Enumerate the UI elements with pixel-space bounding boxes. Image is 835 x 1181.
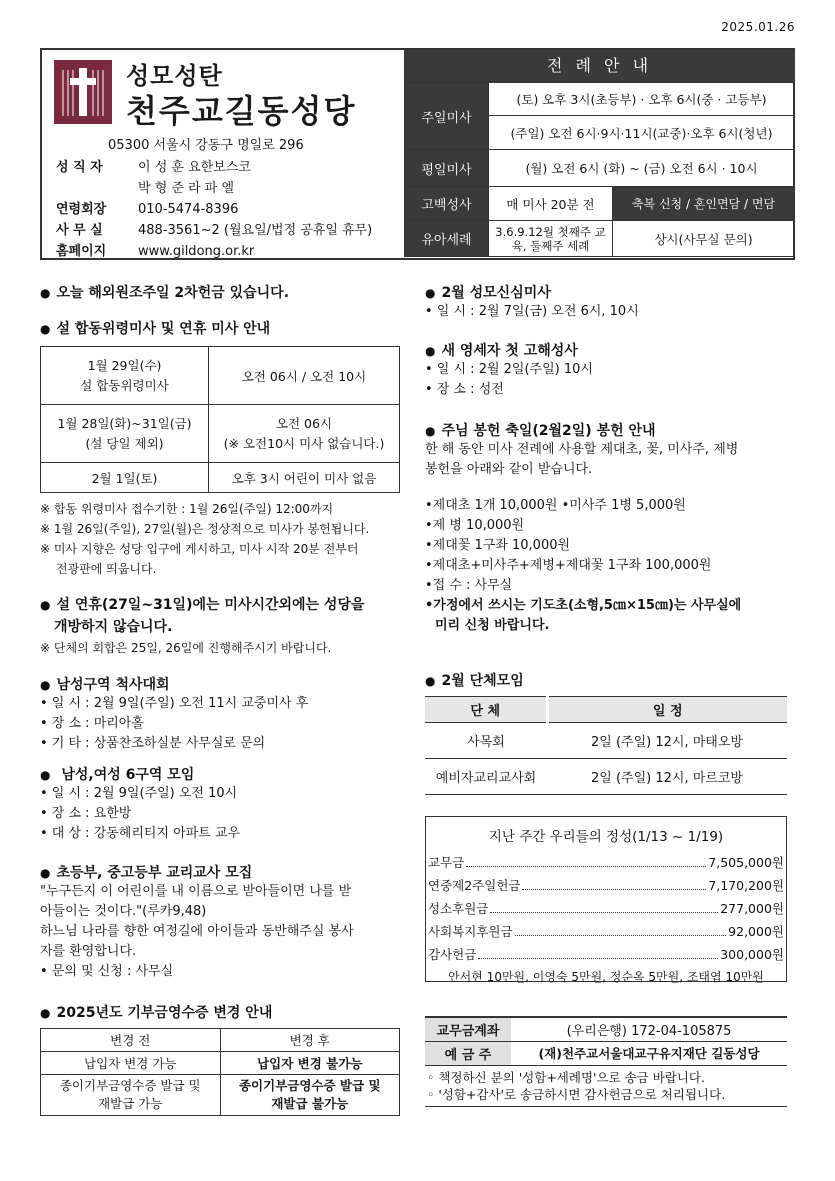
infant-baptism-label: 유아세례	[405, 221, 489, 257]
note-line: ※ 합동 위령미사 접수기한 : 1월 26일(주일) 12:00까지	[40, 502, 334, 516]
notice-teacher-recruit	[40, 862, 354, 982]
detail-line: • 일 시 : 2월 2일(주일) 10시	[425, 362, 593, 377]
offering-label: 교무금	[428, 855, 465, 870]
cell-text: 설 합동위령미사	[80, 377, 169, 393]
parish-logo	[54, 60, 112, 124]
notice-title: ● 남성구역 척사대회	[40, 674, 308, 694]
notice-title: ● 2월 단체모임	[425, 670, 787, 690]
note-line: ※ 1월 26일(주일), 27일(월)은 정상적으로 미사가 봉헌됩니다.	[40, 522, 370, 536]
detail-line: 아들이는 것이다."(루카9,48)	[40, 904, 207, 919]
president-phone: 010-5474-8396	[138, 202, 239, 217]
blessing-label: 축복 신청 / 혼인면담 / 면담	[613, 187, 795, 221]
offering-title: 지난 주간 우리들의 정성(1/13 ~ 1/19)	[488, 829, 724, 845]
notice-title: ● 2월 성모신심미사	[425, 282, 639, 302]
cell-text: 재발급 불가능	[271, 1096, 349, 1111]
note-line: ※ 미사 지향은 성당 입구에 게시하고, 미사 시작 20분 전부터	[40, 542, 359, 556]
account-label: 교무금계좌	[425, 1017, 511, 1041]
counsel-schedule: 상시(사무실 문의)	[613, 221, 795, 257]
confession-label: 고백성사	[405, 187, 489, 221]
notice-title: ● 초등부, 중고등부 교리교사 모집	[40, 862, 354, 882]
account-info	[425, 1016, 787, 1107]
cell-text: (설 당일 제외)	[85, 435, 164, 451]
table-cell: 오전 06시 / 오전 10시	[209, 347, 400, 405]
table-cell	[41, 347, 209, 405]
parish-address: 05300 서울시 강동구 명일로 296	[108, 138, 304, 153]
offering-item: •제대꽃 1구좌 10,000원	[425, 538, 571, 553]
detail-line: • 문의 및 신청 : 사무실	[40, 964, 174, 979]
holder-name: (재)천주교서울대교구유지재단 길동성당	[511, 1041, 787, 1065]
table-cell	[220, 1075, 400, 1116]
offering-row	[428, 897, 784, 920]
parish-subtitle: 성모성탄	[126, 62, 223, 90]
table-cell: 2월 1일(토)	[41, 463, 209, 493]
offering-row	[428, 920, 784, 943]
notice-receipt-change	[40, 1002, 400, 1116]
detail-line: • 일 시 : 2월 7일(금) 오전 6시, 10시	[425, 304, 639, 319]
offering-item: •제대초 1개 10,000원 •미사주 1병 5,000원	[425, 498, 686, 513]
notice-overseas-aid	[40, 282, 289, 302]
detail-line: 하느님 나라를 향한 여정길에 아이들과 동반해주실 봉사	[40, 924, 354, 939]
detail-line: 봉헌을 아래와 같이 받습니다.	[425, 462, 593, 477]
notice-title: ● 주님 봉헌 축일(2월2일) 봉헌 안내	[425, 420, 795, 440]
liturgy-table	[404, 82, 795, 257]
notice-title: ● 2025년도 기부금영수증 변경 안내	[40, 1002, 400, 1022]
notice-new-year-mass	[40, 318, 400, 579]
sunday-mass-label: 주일미사	[405, 83, 489, 150]
group-meetings-table	[425, 696, 787, 795]
notice-marian-mass	[425, 282, 639, 322]
group-name: 사목회	[425, 723, 547, 759]
table-header: 변경 전	[41, 1029, 221, 1052]
cross-logo-icon	[58, 64, 108, 120]
bulletin-date: 2025.01.26	[721, 20, 795, 34]
notice-title: ● 남성,여성 6구역 모임	[40, 764, 240, 784]
offering-label: 연중제2주일헌금	[428, 878, 521, 893]
notice-title: ● 새 영세자 첫 고해성사	[425, 340, 593, 360]
infant-baptism-schedule: 3.6.9.12월 첫째주 교육, 둘째주 세례	[489, 221, 613, 257]
clergy-2: 박 형 준 라 파 엘	[138, 181, 235, 196]
account-table	[425, 1016, 787, 1066]
offering-item: 미리 신청 바랍니다.	[435, 618, 550, 633]
group-schedule: 2일 (주일) 12시, 마태오방	[547, 723, 787, 759]
weekday-mass-time: (월) 오전 6시 (화) ~ (금) 오전 6시 · 10시	[489, 150, 795, 187]
president-row	[56, 198, 238, 217]
offering-row	[428, 874, 784, 897]
offering-label: 사회복지후원금	[428, 924, 513, 939]
cell-text: 오전 06시	[275, 415, 333, 431]
notice-holiday-closing	[40, 594, 365, 658]
homepage-row	[56, 240, 254, 259]
offering-label: 성소후원금	[428, 901, 489, 916]
offering-label: 감사헌금	[428, 947, 477, 962]
offering-item: •접 수 : 사무실	[425, 578, 513, 593]
clergy-1: 이 성 훈 요한보스코	[138, 160, 251, 175]
group-schedule: 2일 (주일) 12시, 마르코방	[547, 759, 787, 795]
offering-amount: 92,000원	[728, 924, 784, 939]
detail-line: 한 해 동안 미사 전례에 사용할 제대초, 꽃, 미사주, 제병	[425, 442, 739, 457]
note-line: 전광판에 띄웁니다.	[56, 562, 157, 576]
sunday-mass-sat: (토) 오후 3시(초등부) · 오후 6시(중 · 고등부)	[489, 83, 795, 116]
weekday-mass-label: 평일미사	[405, 150, 489, 187]
notice-title: ● 설 합동위령미사 및 연휴 미사 안내	[40, 318, 400, 338]
office-row	[56, 219, 372, 238]
cell-text: 1월 28일(화)~31일(금)	[57, 415, 192, 431]
table-header: 일 정	[547, 697, 787, 723]
notice-presentation-offering	[425, 420, 795, 636]
sunday-mass-sun: (주일) 오전 6시·9시·11시(교중)·오후 6시(청년)	[489, 116, 795, 150]
cell-text: 재발급 가능	[98, 1096, 163, 1111]
notice-title-cont: 개방하지 않습니다.	[54, 619, 173, 635]
table-cell: 오후 3시 어린이 미사 없음	[209, 463, 400, 493]
bulletin-header	[40, 48, 795, 260]
table-cell	[209, 405, 400, 463]
detail-line: • 일 시 : 2월 9일(주일) 오전 10시	[40, 786, 238, 801]
offering-amount: 277,000원	[720, 901, 784, 916]
liturgy-guide	[404, 50, 795, 258]
group-name: 예비자교리교사회	[425, 759, 547, 795]
offering-row	[428, 943, 784, 966]
cell-text: 종이기부금영수증 발급 및	[59, 1078, 201, 1093]
notice-first-confession	[425, 340, 593, 400]
offering-amount: 300,000원	[720, 947, 784, 962]
table-cell: 납입자 변경 가능	[41, 1052, 221, 1075]
new-year-mass-table	[40, 346, 400, 493]
notice-men-yut-contest	[40, 674, 308, 754]
notice-title: ● 오늘 해외원조주일 2차헌금 있습니다.	[40, 282, 289, 302]
account-number: (우리은행) 172-04-105875	[511, 1017, 787, 1041]
office-phone: 488-3561~2 (월요일/법정 공휴일 휴무)	[138, 223, 373, 238]
note-line: ※ 단체의 회합은 25일, 26일에 진행해주시기 바랍니다.	[40, 641, 332, 655]
offering-item: •제대초+미사주+제병+제대꽃 1구좌 100,000원	[425, 558, 712, 573]
offering-amount: 7,170,200원	[708, 878, 784, 893]
parish-name: 천주교길동성당	[126, 92, 357, 130]
offering-item: •제 병 10,000원	[425, 518, 525, 533]
notice-group-meetings	[425, 670, 787, 795]
cell-text: 1월 29일(수)	[87, 357, 162, 373]
homepage-link[interactable]: www.gildong.or.kr	[138, 244, 255, 259]
clergy-label: 성 직 자	[56, 160, 103, 175]
table-cell	[41, 405, 209, 463]
offering-item: •가정에서 쓰시는 기도초(소형,5㎝×15㎝)는 사무실에	[425, 598, 742, 613]
table-header: 단 체	[425, 697, 547, 723]
cell-text: (※ 오전10시 미사 없습니다.)	[223, 435, 385, 451]
detail-line: • 기 타 : 상품찬조하실분 사무실로 문의	[40, 736, 266, 751]
liturgy-title: 전 례 안 내	[404, 50, 795, 82]
president-label: 연령회장	[56, 202, 107, 217]
weekly-offering-box	[425, 816, 787, 982]
thanks-donors: 안서현 10만원, 이영숙 5만원, 정순옥 5만원, 조태엽 10만원	[448, 970, 764, 984]
receipt-change-table	[40, 1028, 400, 1116]
detail-line: 자를 환영합니다.	[40, 944, 137, 959]
account-note: ◦ 책정하신 분의 '성함+세례명'으로 송금 바랍니다.	[427, 1069, 705, 1085]
detail-line: • 대 상 : 강동헤리티지 아파트 교우	[40, 826, 241, 841]
account-notes	[425, 1069, 787, 1103]
holder-label: 예 금 주	[425, 1041, 511, 1065]
detail-line: • 장 소 : 요한방	[40, 806, 132, 821]
account-note: ◦ '성함+감사'로 송금하시면 감사헌금으로 처리됩니다.	[427, 1086, 726, 1102]
table-cell: 납입자 변경 불가능	[220, 1052, 400, 1075]
homepage-label: 홈페이지	[56, 244, 107, 259]
parish-info	[42, 50, 402, 258]
clergy-row	[56, 156, 251, 175]
notice-district-meeting	[40, 764, 240, 844]
detail-line: "누구든지 이 어린이를 내 이름으로 받아들이면 나를 받	[40, 884, 352, 899]
cell-text: 종이기부금영수증 발급 및	[238, 1078, 381, 1093]
office-label: 사 무 실	[56, 223, 103, 238]
notice-title: ● 설 연휴(27일~31일)에는 미사시간외에는 성당을	[40, 594, 365, 616]
offering-amount: 7,505,000원	[708, 855, 784, 870]
detail-line: • 장 소 : 성전	[425, 382, 504, 397]
detail-line: • 일 시 : 2월 9일(주일) 오전 11시 교중미사 후	[40, 696, 309, 711]
table-cell	[41, 1075, 221, 1116]
confession-time: 매 미사 20분 전	[489, 187, 613, 221]
detail-line: • 장 소 : 마리아홀	[40, 716, 144, 731]
table-header: 변경 후	[220, 1029, 400, 1052]
offering-row	[428, 851, 784, 874]
